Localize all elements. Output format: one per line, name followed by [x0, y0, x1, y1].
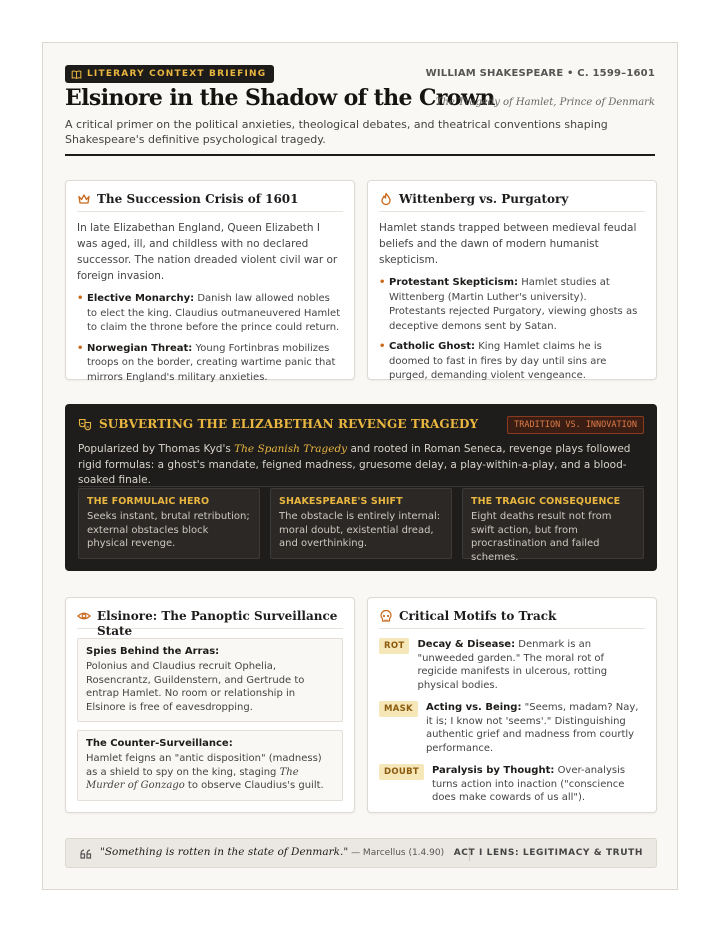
surveillance-body: [77, 638, 343, 809]
box-title: The Counter-Surveillance:: [86, 738, 233, 749]
succession-text: In late Elizabethan England, Queen Elizabeth I was aged, ill, and childless with no declared successor. The nation dreaded violent civil war or foreign invasion.: [77, 222, 338, 282]
motif-text: [426, 701, 645, 755]
motif-term: Acting vs. Being:: [425, 702, 522, 713]
book-icon: [71, 69, 82, 80]
play-title: The Tragedy of Hamlet, Prince of Denmark: [435, 97, 655, 108]
motif-term: Paralysis by Thought:: [431, 765, 555, 776]
revenge-header: [78, 417, 478, 431]
motif-tag: MASK: [379, 701, 418, 717]
motif-text: [432, 764, 645, 805]
spies-box: [77, 638, 343, 722]
motif-item: [379, 638, 645, 692]
badge-label: LITERARY CONTEXT BRIEFING: [87, 69, 267, 79]
motifs-body: [379, 638, 645, 814]
revenge-tragedy-panel: [65, 404, 657, 571]
box-text-a: Hamlet feigns an "antic disposition" (madness) as a shield to spy on the king, staging: [86, 753, 322, 778]
wittenberg-title: Wittenberg vs. Purgatory: [399, 192, 569, 206]
succession-title: The Succession Crisis of 1601: [97, 192, 299, 206]
gonzago-title: The Murder of Gonzago: [86, 766, 299, 791]
quote-bar: [65, 838, 657, 868]
bullet-text: King Hamlet claims he is doomed to fast in fires by day until sins are purged, demanding violent vengeance.: [389, 341, 607, 381]
motif-tag: DOUBT: [379, 764, 424, 780]
motifs-card-header: [379, 609, 645, 629]
bullet-text: Young Fortinbras mobilizes troops on the border, creating wartime panic that mirrors England's military anxieties.: [87, 342, 336, 383]
motifs-card: [367, 597, 657, 813]
succession-card: [65, 180, 355, 383]
motif-desc: Denmark is an "unweeded garden." The moral rot of regicide manifests in ulcerous, rotting physical bodies.: [417, 639, 608, 691]
page-title: Elsinore in the Shadow of the Crown: [65, 85, 495, 111]
motif-desc: "Seems, madam? Nay, it is; I know not 'seems'." Distinguishing authentic grief and madness from courtly performance.: [425, 702, 639, 754]
skull-icon: [379, 609, 393, 623]
bullet-text: Danish law allowed nobles to elect the king. Claudius outmaneuvered Hamlet to claim the throne before the prince could return.: [87, 293, 341, 333]
surveillance-title: Elsinore: The Panoptic Surveillance State: [97, 609, 338, 638]
spanish-tragedy-title: The Spanish Tragedy: [234, 443, 348, 455]
bullet-term: Elective Monarchy:: [87, 293, 195, 304]
bullet-text: Hamlet studies at Wittenberg (Martin Luther's university). Protestants rejected Purgatory, viewing ghosts as deceptive demons sent by Satan.: [389, 277, 638, 332]
eye-icon: [77, 609, 91, 623]
motif-desc: Over-analysis turns action into inaction ("conscience does make cowards of us all").: [431, 765, 626, 803]
motif-item: [379, 764, 645, 805]
motifs-title: Critical Motifs to Track: [399, 609, 557, 623]
intro-text: A critical primer on the political anxieties, theological debates, and theatrical conventions shaping Shakespeare's definitive psychological tragedy.: [65, 118, 608, 146]
header-top: [65, 65, 655, 83]
quote-source: — Marcellus (1.4.90): [348, 848, 445, 858]
motif-term: Decay & Disease:: [417, 639, 516, 650]
column-text: Seeks instant, brutal retribution; external obstacles block physical revenge.: [87, 511, 250, 549]
box-text: Polonius and Claudius recruit Ophelia, Rosencrantz, Guildenstern, and Gertrude to entrap Hamlet. No room or relationship in Elsinore is free of eavesdropping.: [86, 661, 305, 713]
quote-text: [100, 846, 444, 858]
shakespeare-shift-column: [270, 488, 452, 559]
revenge-intro-a: Popularized by Thomas Kyd's: [78, 443, 235, 455]
crown-icon: [77, 192, 91, 206]
bullet-term: Protestant Skepticism:: [389, 277, 519, 288]
succession-bullets: [77, 292, 343, 385]
bullet-term: Catholic Ghost:: [389, 341, 476, 352]
tradition-tag: TRADITION VS. INNOVATION: [507, 416, 644, 434]
column-title: SHAKESPEARE'S SHIFT: [279, 496, 403, 507]
flame-icon: [379, 192, 393, 206]
motif-item: [379, 701, 645, 755]
quote-icon: [79, 847, 93, 861]
box-title: Spies Behind the Arras:: [86, 646, 220, 657]
revenge-columns: [78, 486, 644, 563]
quote-line: "Something is rotten in the state of Denmark.": [100, 846, 349, 858]
motif-text: [417, 638, 645, 692]
column-text: Eight deaths result not from swift action, but from procrastination and failed schemes.: [471, 511, 612, 563]
tragic-consequence-column: [462, 488, 644, 563]
surveillance-card-header: [77, 609, 343, 638]
surveillance-card: [65, 597, 355, 813]
briefing-page: [42, 42, 678, 890]
list-item: [379, 340, 645, 384]
wittenberg-card-header: [379, 192, 645, 212]
column-title: THE TRAGIC CONSEQUENCE: [471, 496, 621, 507]
theater-masks-icon: [78, 417, 92, 431]
revenge-title: SUBVERTING THE ELIZABETHAN REVENGE TRAGEDY: [99, 417, 479, 431]
wittenberg-bullets: [379, 276, 645, 384]
briefing-badge: [65, 65, 274, 83]
box-text-b: to observe Claudius's guilt.: [184, 780, 324, 791]
counter-surveillance-box: [77, 730, 343, 801]
list-item: [379, 276, 645, 334]
wittenberg-body: [379, 220, 645, 390]
succession-card-header: [77, 192, 343, 212]
revenge-intro: [78, 442, 644, 489]
list-item: [77, 292, 343, 336]
act-lens-label: ACT I LENS: LEGITIMACY & TRUTH: [453, 848, 643, 858]
motif-tag: ROT: [379, 638, 409, 654]
author-byline: WILLIAM SHAKESPEARE • C. 1599–1601: [425, 68, 655, 79]
wittenberg-card: [367, 180, 657, 380]
revenge-intro-b: and rooted in Roman Seneca, revenge plays followed rigid formulas: a ghost's mandate, feigned madness, gruesome delay, a play-within-a-play, and a blood-soaked finale.: [78, 443, 631, 486]
bullet-term: Norwegian Threat:: [87, 342, 193, 354]
header-divider: [65, 154, 655, 156]
box-text: [86, 752, 334, 793]
succession-body: [77, 220, 343, 391]
column-title: THE FORMULAIC HERO: [87, 496, 210, 507]
wittenberg-text: Hamlet stands trapped between medieval feudal beliefs and the dawn of modern humanist skepticism.: [379, 222, 637, 266]
formulaic-hero-column: [78, 488, 260, 559]
column-text: The obstacle is entirely internal: moral doubt, existential dread, and overthinking.: [279, 511, 441, 549]
list-item: [77, 342, 343, 386]
